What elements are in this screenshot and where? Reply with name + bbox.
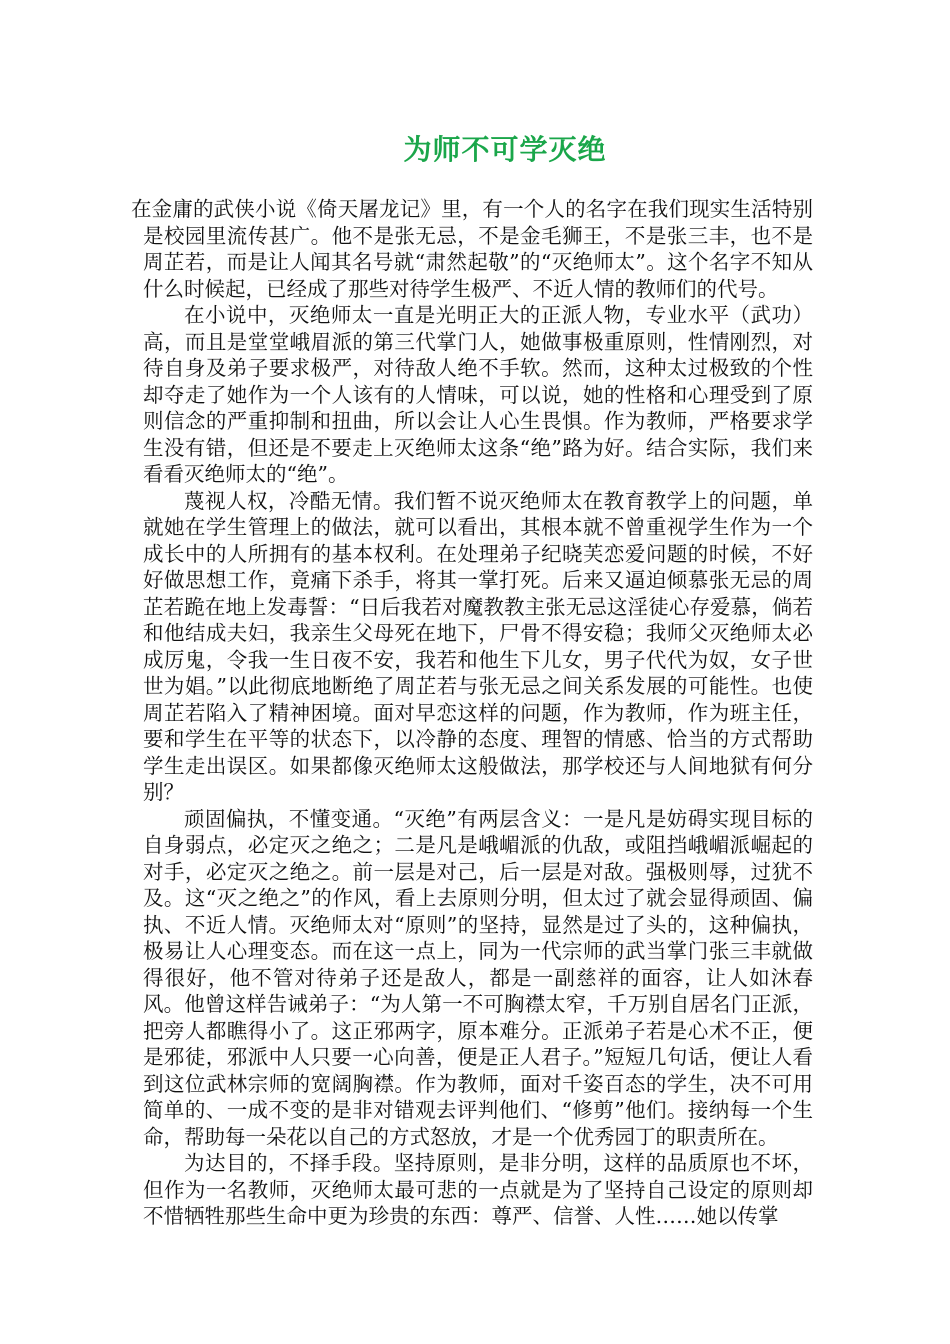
article-body xyxy=(131,196,813,1230)
paragraph-5: 为达目的，不择手段。坚持原则，是非分明，这样的品质原也不坏，但作为一名教师，灭绝师太最可悲的一点就是为了坚持自己设定的原则却不惜牺牲那些生命中更为珍贵的东西：尊严、信誉、人性……她以传掌 xyxy=(143,1151,813,1228)
paragraph-1: 在金庸的武侠小说《倚天屠龙记》里，有一个人的名字在我们现实生活特别是校园里流传甚广。他不是张无忌，不是金毛狮王，不是张三丰，也不是周芷若，而是让人闻其名号就“肃然起敬”的“灭绝师太”。这个名字不知从什么时候起，已经成了那些对待学生极严、不近人情的教师们的代号。 xyxy=(131,197,813,301)
page-title: 为师不可学灭绝 xyxy=(403,133,607,166)
paragraph-4: 顽固偏执，不懂变通。“灭绝”有两层含义：一是凡是妨碍实现目标的自身弱点，必定灭之绝之；二是凡是峨嵋派的仇敌，或阻挡峨嵋派崛起的对手，必定灭之绝之。前一层是对己，后一层是对敌。强极则辱，过犹不及。这“灭之绝之”的作风，看上去原则分明，但太过了就会显得顽固、偏执、不近人情。灭绝师太对“原则”的坚持，显然是过了头的，这种偏执，极易让人心理变态。而在这一点上，同为一代宗师的武当掌门张三丰就做得很好，他不管对待弟子还是敌人，都是一副慈祥的面容，让人如沐春风。他曾这样告诫弟子：“为人第一不可胸襟太窄，千万别自居名门正派，把旁人都瞧得小了。这正邪两字，原本难分。正派弟子若是心术不正，便是邪徒，邪派中人只要一心向善，便是正人君子。”短短几句话，便让人看到这位武林宗师的宽阔胸襟。作为教师，面对千姿百态的学生，决不可用简单的、一成不变的是非对错观去评判他们、“修剪”他们。接纳每一个生命，帮助每一朵花以自己的方式怒放，才是一个优秀园丁的职责所在。 xyxy=(143,806,813,1149)
paragraph-3: 蔑视人权，冷酷无情。我们暂不说灭绝师太在教育教学上的问题，单就她在学生管理上的做法，就可以看出，其根本就不曾重视学生作为一个成长中的人所拥有的基本权利。在处理弟子纪晓芙恋爱问题的时候，不好好做思想工作，竟痛下杀手，将其一掌打死。后来又逼迫倾慕张无忌的周芷若跪在地上发毒誓：“日后我若对魔教教主张无忌这淫徒心存爱慕，倘若和他结成夫妇，我亲生父母死在地下，尸骨不得安稳；我师父灭绝师太必成厉鬼，令我一生日夜不安，我若和他生下儿女，男子代代为奴，女子世世为娼。”以此彻底地断绝了周芷若与张无忌之间关系发展的可能性。也使周芷若陷入了精神困境。面对早恋这样的问题，作为教师，作为班主任，要和学生在平等的状态下，以冷静的态度、理智的情感、恰当的方式帮助学生走出误区。如果都像灭绝师太这般做法，那学校还与人间地狱有何分别？ xyxy=(143,488,813,804)
paragraph-2: 在小说中，灭绝师太一直是光明正大的正派人物，专业水平（武功）高，而且是堂堂峨眉派的第三代掌门人，她做事极重原则，性情刚烈，对待自身及弟子要求极严，对待敌人绝不手软。然而，这种太过极致的个性却夺走了她作为一个人该有的人情味，可以说，她的性格和心理受到了原则信念的严重抑制和扭曲，所以会让人心生畏惧。作为教师，严格要求学生没有错，但还是不要走上灭绝师太这条“绝”路为好。结合实际，我们来看看灭绝师太的“绝”。 xyxy=(143,303,813,486)
